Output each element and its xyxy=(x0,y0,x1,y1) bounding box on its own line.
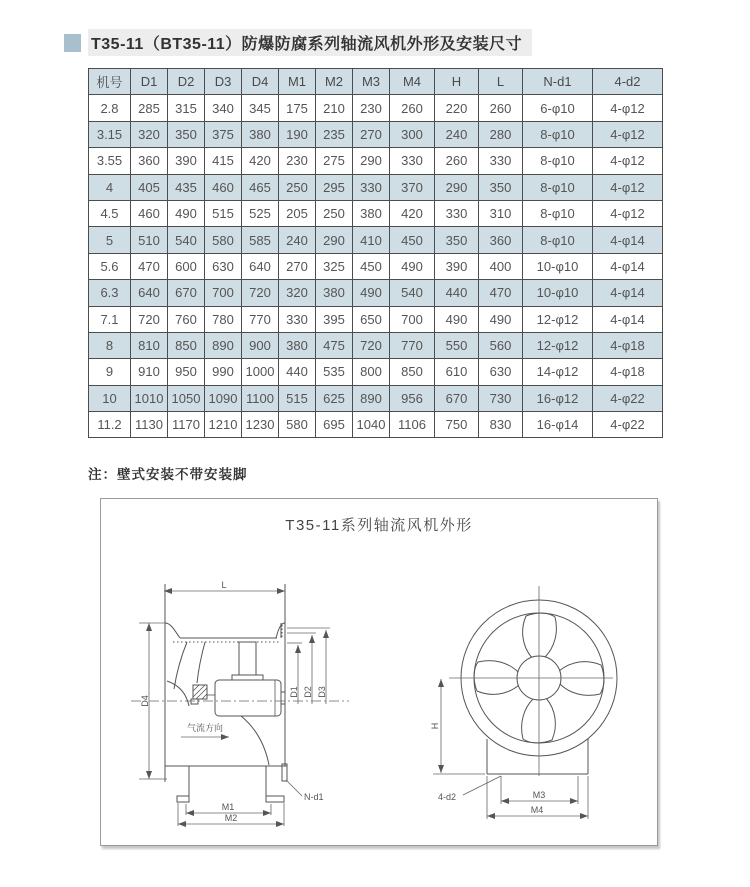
side-view-drawing xyxy=(165,584,287,802)
table-cell: 16-φ12 xyxy=(523,385,593,411)
column-header: M2 xyxy=(316,69,353,95)
table-cell: 380 xyxy=(316,280,353,306)
table-cell: 10-φ10 xyxy=(523,280,593,306)
table-cell: 4-φ22 xyxy=(593,385,663,411)
table-cell: 440 xyxy=(279,359,316,385)
table-cell: 380 xyxy=(279,332,316,358)
table-cell: 4-φ18 xyxy=(593,332,663,358)
table-cell: 610 xyxy=(435,359,479,385)
table-cell: 14-φ12 xyxy=(523,359,593,385)
table-cell: 730 xyxy=(479,385,523,411)
table-cell: 450 xyxy=(390,227,435,253)
table-cell: 910 xyxy=(131,359,168,385)
table-cell: 340 xyxy=(205,95,242,121)
dim-label-D4: D4 xyxy=(140,695,150,707)
table-cell: 16-φ14 xyxy=(523,412,593,438)
table-row xyxy=(89,121,663,147)
table-cell: 780 xyxy=(205,306,242,332)
table-cell: 750 xyxy=(435,412,479,438)
airflow-direction-label: 气流方向 xyxy=(186,723,224,733)
table-cell: 370 xyxy=(390,174,435,200)
table-cell: 325 xyxy=(316,253,353,279)
table-cell: 760 xyxy=(168,306,205,332)
column-header: D3 xyxy=(205,69,242,95)
table-cell: 175 xyxy=(279,95,316,121)
dim-label-4-d2: 4-d2 xyxy=(438,792,457,802)
front-view-dimensions xyxy=(433,586,613,819)
table-cell: 1130 xyxy=(131,412,168,438)
header-row xyxy=(89,69,663,95)
table-cell: 360 xyxy=(479,227,523,253)
dim-label-M3: M3 xyxy=(532,790,546,800)
table-cell: 315 xyxy=(168,95,205,121)
table-cell: 460 xyxy=(131,200,168,226)
page-title: T35-11（BT35-11）防爆防腐系列轴流风机外形及安装尺寸 xyxy=(88,29,532,56)
table-cell: 330 xyxy=(279,306,316,332)
column-header: 机号 xyxy=(89,69,131,95)
column-header: 4-d2 xyxy=(593,69,663,95)
table-cell: 250 xyxy=(279,174,316,200)
table-cell: 720 xyxy=(242,280,279,306)
table-cell: 350 xyxy=(168,121,205,147)
table-cell: 600 xyxy=(168,253,205,279)
table-cell: 230 xyxy=(353,95,390,121)
table-cell: 4-φ18 xyxy=(593,359,663,385)
table-row xyxy=(89,174,663,200)
table-cell: 4-φ22 xyxy=(593,412,663,438)
table-cell: 695 xyxy=(316,412,353,438)
table-cell: 415 xyxy=(205,148,242,174)
table-row xyxy=(89,385,663,411)
table-cell: 8-φ10 xyxy=(523,148,593,174)
installation-note: 注：壁式安装不带安装脚 xyxy=(88,467,248,482)
table-cell: 8-φ10 xyxy=(523,200,593,226)
table-cell: 220 xyxy=(435,95,479,121)
table-cell: 465 xyxy=(242,174,279,200)
diagram-panel xyxy=(100,498,658,846)
table-cell: 4-φ12 xyxy=(593,200,663,226)
table-cell: 1000 xyxy=(242,359,279,385)
table-cell: 890 xyxy=(353,385,390,411)
table-cell: 9 xyxy=(89,359,131,385)
column-header: D1 xyxy=(131,69,168,95)
table-cell: 525 xyxy=(242,200,279,226)
table-cell: 290 xyxy=(353,148,390,174)
table-row xyxy=(89,412,663,438)
dim-label-M1: M1 xyxy=(221,802,235,812)
table-cell: 300 xyxy=(390,121,435,147)
table-cell: 3.55 xyxy=(89,148,131,174)
table-cell: 4-φ14 xyxy=(593,280,663,306)
table-cell: 260 xyxy=(435,148,479,174)
table-cell: 560 xyxy=(479,332,523,358)
table-cell: 12-φ12 xyxy=(523,306,593,332)
table-cell: 420 xyxy=(390,200,435,226)
table-cell: 260 xyxy=(479,95,523,121)
table-cell: 900 xyxy=(242,332,279,358)
table-cell: 320 xyxy=(131,121,168,147)
table-cell: 630 xyxy=(205,253,242,279)
table-cell: 640 xyxy=(131,280,168,306)
table-cell: 4-φ14 xyxy=(593,306,663,332)
table-cell: 270 xyxy=(353,121,390,147)
dim-label-D2: D2 xyxy=(303,686,313,698)
table-cell: 460 xyxy=(205,174,242,200)
title-bullet-icon xyxy=(64,34,81,52)
table-cell: 585 xyxy=(242,227,279,253)
table-cell: 670 xyxy=(168,280,205,306)
table-cell: 350 xyxy=(479,174,523,200)
column-header: M4 xyxy=(390,69,435,95)
table-cell: 850 xyxy=(168,332,205,358)
table-cell: 390 xyxy=(168,148,205,174)
table-cell: 320 xyxy=(279,280,316,306)
table-cell: 3.15 xyxy=(89,121,131,147)
table-cell: 6.3 xyxy=(89,280,131,306)
table-cell: 580 xyxy=(279,412,316,438)
page-title-row xyxy=(64,29,532,56)
table-cell: 1010 xyxy=(131,385,168,411)
column-header: L xyxy=(479,69,523,95)
table-cell: 8 xyxy=(89,332,131,358)
table-cell: 535 xyxy=(316,359,353,385)
table-cell: 360 xyxy=(131,148,168,174)
fan-technical-drawing xyxy=(101,499,657,845)
table-header xyxy=(89,69,663,95)
dim-label-N-d1: N-d1 xyxy=(304,792,324,802)
table-row xyxy=(89,280,663,306)
column-header: M3 xyxy=(353,69,390,95)
table-cell: 345 xyxy=(242,95,279,121)
table-cell: 330 xyxy=(353,174,390,200)
table-cell: 205 xyxy=(279,200,316,226)
table-cell: 475 xyxy=(316,332,353,358)
table-cell: 7.1 xyxy=(89,306,131,332)
table-cell: 450 xyxy=(353,253,390,279)
table-cell: 280 xyxy=(479,121,523,147)
table-cell: 540 xyxy=(390,280,435,306)
table-cell: 850 xyxy=(390,359,435,385)
table-cell: 515 xyxy=(205,200,242,226)
table-cell: 4-φ12 xyxy=(593,95,663,121)
column-header: D2 xyxy=(168,69,205,95)
table-cell: 250 xyxy=(316,200,353,226)
table-body xyxy=(89,95,663,438)
table-cell: 330 xyxy=(390,148,435,174)
table-cell: 490 xyxy=(435,306,479,332)
table-cell: 640 xyxy=(242,253,279,279)
table-cell: 540 xyxy=(168,227,205,253)
table-cell: 8-φ10 xyxy=(523,174,593,200)
dim-label-M2: M2 xyxy=(224,813,238,823)
table-cell: 420 xyxy=(242,148,279,174)
table-row xyxy=(89,200,663,226)
table-cell: 10-φ10 xyxy=(523,253,593,279)
dimensions-table xyxy=(88,68,663,438)
dim-label-L: L xyxy=(221,580,227,590)
table-cell: 810 xyxy=(131,332,168,358)
table-cell: 350 xyxy=(435,227,479,253)
table-row xyxy=(89,359,663,385)
table-cell: 1230 xyxy=(242,412,279,438)
table-cell: 700 xyxy=(390,306,435,332)
table-cell: 5 xyxy=(89,227,131,253)
table-cell: 4-φ12 xyxy=(593,174,663,200)
column-header: M1 xyxy=(279,69,316,95)
table-cell: 240 xyxy=(435,121,479,147)
table-cell: 295 xyxy=(316,174,353,200)
column-header: N-d1 xyxy=(523,69,593,95)
table-cell: 435 xyxy=(168,174,205,200)
table-cell: 650 xyxy=(353,306,390,332)
table-cell: 1170 xyxy=(168,412,205,438)
table-row xyxy=(89,148,663,174)
table-cell: 1210 xyxy=(205,412,242,438)
dim-label-D3: D3 xyxy=(317,686,327,698)
dim-label-D1: D1 xyxy=(289,686,299,698)
table-cell: 625 xyxy=(316,385,353,411)
table-cell: 630 xyxy=(479,359,523,385)
table-cell: 380 xyxy=(242,121,279,147)
table-cell: 490 xyxy=(390,253,435,279)
table-cell: 290 xyxy=(435,174,479,200)
table-cell: 4-φ12 xyxy=(593,148,663,174)
side-view-dimensions xyxy=(131,591,349,826)
table-cell: 470 xyxy=(131,253,168,279)
table-cell: 770 xyxy=(242,306,279,332)
table-row xyxy=(89,227,663,253)
table-cell: 670 xyxy=(435,385,479,411)
table-cell: 380 xyxy=(353,200,390,226)
table-cell: 1106 xyxy=(390,412,435,438)
table-cell: 1100 xyxy=(242,385,279,411)
table-cell: 990 xyxy=(205,359,242,385)
table-cell: 956 xyxy=(390,385,435,411)
diagram-title: T35-11系列轴流风机外形 xyxy=(285,517,473,534)
table-cell: 8-φ10 xyxy=(523,227,593,253)
table-cell: 330 xyxy=(435,200,479,226)
table-cell: 510 xyxy=(131,227,168,253)
table-cell: 515 xyxy=(279,385,316,411)
column-header: H xyxy=(435,69,479,95)
table-cell: 190 xyxy=(279,121,316,147)
table-cell: 490 xyxy=(353,280,390,306)
table-cell: 6-φ10 xyxy=(523,95,593,121)
table-cell: 770 xyxy=(390,332,435,358)
table-cell: 11.2 xyxy=(89,412,131,438)
table-cell: 5.6 xyxy=(89,253,131,279)
table-cell: 4.5 xyxy=(89,200,131,226)
table-cell: 4-φ14 xyxy=(593,227,663,253)
table-cell: 235 xyxy=(316,121,353,147)
dim-label-M4: M4 xyxy=(530,805,544,815)
table-cell: 310 xyxy=(479,200,523,226)
table-row xyxy=(89,332,663,358)
table-cell: 275 xyxy=(316,148,353,174)
table-cell: 470 xyxy=(479,280,523,306)
column-header: D4 xyxy=(242,69,279,95)
table-cell: 580 xyxy=(205,227,242,253)
table-cell: 10 xyxy=(89,385,131,411)
dim-label-H: H xyxy=(430,722,440,730)
table-cell: 720 xyxy=(131,306,168,332)
table-cell: 700 xyxy=(205,280,242,306)
table-cell: 4-φ14 xyxy=(593,253,663,279)
table-row xyxy=(89,306,663,332)
table-cell: 440 xyxy=(435,280,479,306)
table-cell: 395 xyxy=(316,306,353,332)
table-cell: 12-φ12 xyxy=(523,332,593,358)
table-cell: 1040 xyxy=(353,412,390,438)
table-cell: 550 xyxy=(435,332,479,358)
table-cell: 490 xyxy=(479,306,523,332)
table-cell: 2.8 xyxy=(89,95,131,121)
table-cell: 230 xyxy=(279,148,316,174)
table-cell: 260 xyxy=(390,95,435,121)
table-cell: 1050 xyxy=(168,385,205,411)
table-cell: 830 xyxy=(479,412,523,438)
table-cell: 400 xyxy=(479,253,523,279)
table-row xyxy=(89,253,663,279)
table-cell: 390 xyxy=(435,253,479,279)
table-cell: 285 xyxy=(131,95,168,121)
table-cell: 4-φ12 xyxy=(593,121,663,147)
table-cell: 210 xyxy=(316,95,353,121)
table-cell: 1090 xyxy=(205,385,242,411)
table-row xyxy=(89,95,663,121)
table-cell: 405 xyxy=(131,174,168,200)
table-cell: 490 xyxy=(168,200,205,226)
table-cell: 800 xyxy=(353,359,390,385)
table-cell: 890 xyxy=(205,332,242,358)
table-cell: 240 xyxy=(279,227,316,253)
table-cell: 270 xyxy=(279,253,316,279)
table-cell: 330 xyxy=(479,148,523,174)
table-cell: 720 xyxy=(353,332,390,358)
table-cell: 8-φ10 xyxy=(523,121,593,147)
table-cell: 290 xyxy=(316,227,353,253)
table-cell: 950 xyxy=(168,359,205,385)
table-cell: 410 xyxy=(353,227,390,253)
table-cell: 375 xyxy=(205,121,242,147)
table-cell: 4 xyxy=(89,174,131,200)
